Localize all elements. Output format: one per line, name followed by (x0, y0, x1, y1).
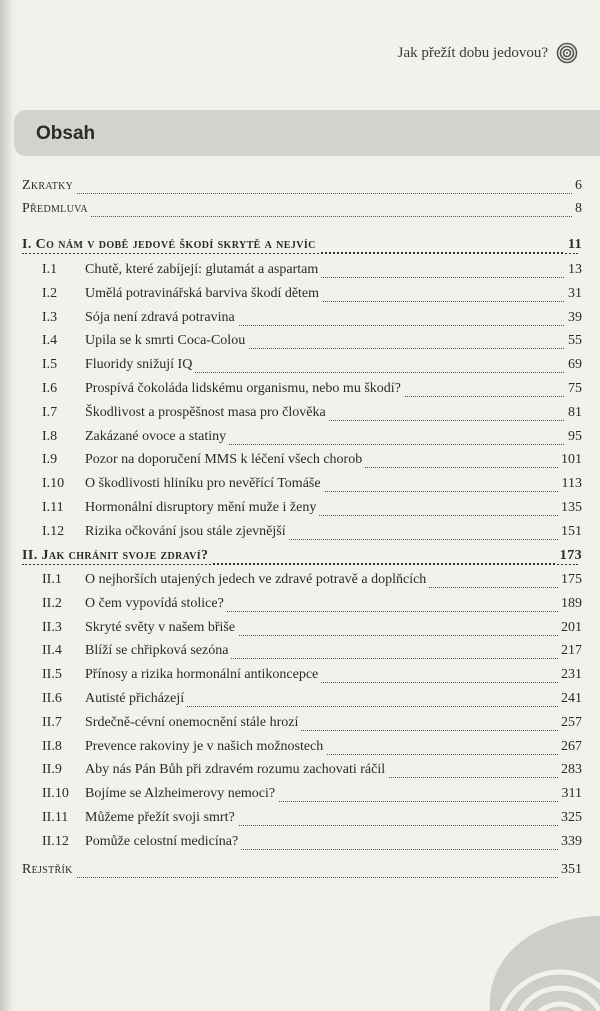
toc-entry-title: Srdečně-cévní onemocnění stále hrozí (85, 715, 301, 731)
section-title: Obsah (36, 123, 96, 144)
toc-entry-predmluva (0, 201, 582, 221)
toc-item (0, 476, 582, 496)
toc-entry-page: 55 (565, 333, 582, 349)
toc-entry-title: Rejstřík (22, 862, 76, 878)
toc-entry-title: Pozor na doporučení MMS k léčení všech chorob (85, 452, 365, 468)
toc-item (0, 643, 582, 663)
toc-entry-title: Pomůže celostní medicína? (85, 834, 241, 850)
toc-entry-page: 75 (565, 381, 582, 397)
toc-chapter-2 (0, 548, 582, 568)
toc-item (0, 286, 582, 306)
toc-item (0, 524, 582, 544)
toc-entry-title: Můžeme přežít svoji smrt? (85, 810, 238, 826)
toc-entry-title: Chutě, které zabíjejí: glutamát a aspartam (85, 262, 321, 278)
toc-item (0, 620, 582, 640)
toc-entry-number: II.9 (42, 762, 62, 778)
toc-entry-page: 201 (558, 620, 582, 636)
toc-entry-page: 95 (565, 429, 582, 445)
toc-entry-title: O škodlivosti hliníku pro nevěřící Tomáše (85, 476, 324, 492)
toc-entry-page: 325 (558, 810, 582, 826)
toc-entry-title: Umělá potravinářská barviva škodí dětem (85, 286, 322, 302)
toc-item (0, 310, 582, 330)
toc-entry-number: I.12 (42, 523, 65, 539)
toc-entry-number: I.5 (42, 357, 58, 373)
toc-entry-title: Fluoridy snižují IQ (85, 357, 195, 373)
toc-entry-title: Bojíme se Alzheimerovy nemoci? (85, 786, 278, 802)
toc-entry-number: I.8 (42, 428, 58, 444)
toc-entry-page: 11 (565, 237, 582, 253)
toc-entry-page: 101 (558, 452, 582, 468)
toc-entry-number: II.6 (42, 691, 62, 706)
toc-entry-page: 6 (572, 178, 582, 194)
toc-item (0, 834, 582, 854)
toc-item (0, 667, 582, 687)
toc-entry-title: Prevence rakoviny je v našich možnostech (85, 739, 326, 755)
toc-entry-title: Prospívá čokoláda lidskému organismu, nebo mu škodí? (85, 381, 404, 397)
toc-entry-page: 135 (558, 500, 582, 516)
toc-item (0, 810, 582, 830)
toc-entry-title: Sója není zdravá potravina (85, 310, 238, 326)
toc-entry-page: 81 (565, 405, 582, 421)
toc-item (0, 429, 582, 449)
toc-entry-title: Zkratky (22, 178, 76, 194)
toc-entry-page: 173 (557, 548, 582, 564)
toc-entry-title: I. Co nám v době jedové škodí skrytě a nejvíc (22, 237, 319, 253)
toc-entry-title: Upila se k smrti Coca-Colou (85, 333, 248, 349)
toc-leader-dots (22, 216, 578, 217)
toc-entry-number: II.3 (42, 619, 62, 635)
toc-entry-page: 257 (558, 715, 582, 731)
toc-leader-dots (22, 193, 578, 194)
toc-entry-number: II.10 (42, 786, 69, 802)
running-title: Jak přežít dobu jedovou? (397, 44, 548, 61)
toc-entry-number: II.7 (42, 714, 62, 730)
toc-entry-title: Autisté přicházejí (85, 691, 187, 707)
toc-entry-number: I.7 (42, 404, 58, 420)
toc-leader-dots (22, 877, 578, 878)
toc-entry-page: 339 (558, 834, 582, 850)
toc-item (0, 739, 582, 759)
toc-entry-page: 283 (558, 762, 582, 778)
toc-entry-title: Zakázané ovoce a statiny (85, 429, 229, 445)
toc-entry-rejstrik (0, 862, 582, 882)
toc-entry-page: 351 (558, 862, 582, 878)
toc-item (0, 452, 582, 472)
toc-entry-page: 13 (565, 262, 582, 278)
toc-entry-title: II. Jak chránit svoje zdraví? (22, 548, 211, 564)
toc-item (0, 572, 582, 592)
toc-entry-number: I.1 (42, 262, 58, 277)
toc-entry-page: 267 (558, 739, 582, 755)
toc-entry-number: II.11 (42, 810, 69, 825)
toc-item (0, 405, 582, 425)
toc-item (0, 762, 582, 782)
toc-chapter-1 (0, 237, 582, 257)
toc-item (0, 786, 582, 806)
toc-entry-number: II.5 (42, 667, 62, 683)
toc-entry-page: 31 (565, 286, 582, 302)
toc-entry-number: I.10 (42, 476, 65, 492)
toc-entry-page: 241 (558, 691, 582, 707)
toc-entry-title: Blíží se chřipková sezóna (85, 643, 231, 659)
toc-entry-title: O nejhorších utajených jedech ve zdravé potravě a doplňcích (85, 572, 429, 588)
toc-entry-title: Škodlivost a prospěšnost masa pro člověka (85, 405, 329, 421)
toc-entry-page: 189 (558, 596, 582, 612)
toc-entry-number: I.9 (42, 452, 58, 468)
toc-entry-number: II.8 (42, 738, 62, 754)
toc-entry-page: 151 (558, 524, 582, 540)
corner-spiral-decoration (450, 916, 600, 1011)
toc-item (0, 715, 582, 735)
toc-item (0, 596, 582, 616)
toc-entry-number: II.2 (42, 595, 62, 611)
toc-entry-title: Rizika očkování jsou stále zjevnější (85, 524, 289, 540)
toc-entry-title: Skryté světy v našem břiše (85, 620, 238, 636)
toc-entry-number: II.1 (42, 572, 62, 587)
toc-entry-page: 231 (558, 667, 582, 683)
toc-entry-number: I.4 (42, 333, 58, 349)
toc-item (0, 500, 582, 520)
toc-entry-number: II.12 (42, 833, 69, 849)
toc-item (0, 357, 582, 377)
toc-entry-page: 39 (565, 310, 582, 326)
toc-entry-zkratky (0, 178, 582, 198)
toc-entry-number: II.4 (42, 643, 62, 659)
toc-entry-page: 8 (572, 201, 582, 217)
toc-entry-number: I.3 (42, 309, 58, 325)
toc-item (0, 333, 582, 353)
toc-entry-number: I.6 (42, 381, 58, 396)
toc-entry-page: 69 (565, 357, 582, 373)
toc-entry-title: Hormonální disruptory mění muže i ženy (85, 500, 319, 516)
toc-entry-page: 175 (558, 572, 582, 588)
toc-entry-number: I.11 (42, 500, 64, 515)
toc-entry-number: I.2 (42, 285, 58, 301)
toc-item (0, 691, 582, 711)
toc-entry-title: O čem vypovídá stolice? (85, 596, 227, 612)
toc-item (0, 381, 582, 401)
toc-entry-title: Přínosy a rizika hormonální antikoncepce (85, 667, 321, 683)
toc-entry-page: 311 (559, 786, 582, 802)
toc-item (0, 262, 582, 282)
toc-entry-title: Aby nás Pán Bůh při zdravém rozumu zachovati ráčil (85, 762, 388, 778)
toc-entry-page: 113 (559, 476, 582, 492)
toc-entry-page: 217 (558, 643, 582, 659)
toc-entry-title: Předmluva (22, 201, 91, 217)
